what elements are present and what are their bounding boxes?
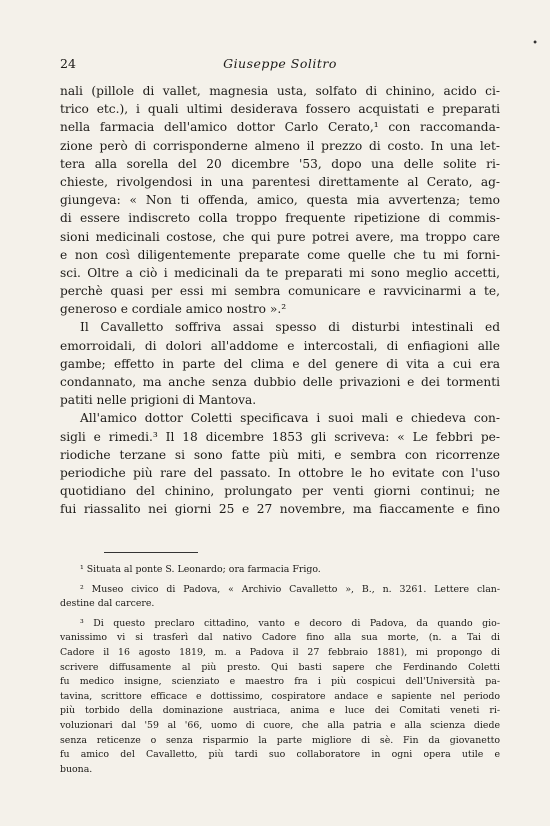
text-line: sioni medicinali costose, che qui pure potrei avere, ma troppo care (60, 229, 500, 244)
text-line: periodiche più rare del passato. In ottobre le ho evitate con l'uso (60, 465, 500, 480)
footnote-line: ¹ Situata al ponte S. Leonardo; ora farmacia Frigo. (80, 564, 321, 575)
text-line: condannato, ma anche senza dubbio delle privazioni e dei tormenti (60, 375, 500, 389)
footnote-line: fu medico insigne, scienziato e maestro fra i più cospicui dell'Università pa- (60, 676, 500, 688)
text-line: All'amico dottor Coletti specificava i suoi mali e chiedeva con- (80, 411, 500, 426)
footnote-line: Cadore il 16 agosto 1819, m. a Padova il 27 febbraio 1881), mi propongo di (60, 646, 500, 658)
footnote-line: destine dal carcere. (60, 598, 155, 610)
text-line: sigli e rimedi.³ Il 18 dicembre 1853 gli scriveva: « Le febbri pe- (60, 429, 500, 444)
text-line: di essere indiscreto colla troppo frequente ripetizione di commis- (60, 211, 500, 226)
text-line: giungeva: « Non ti offenda, amico, questa mia avvertenza; temo (60, 193, 500, 208)
running-header (60, 56, 500, 74)
text-line: tera alla sorella del 20 dicembre '53, dopo una delle solite ri- (60, 156, 500, 171)
main-text (60, 82, 500, 519)
text-line: chieste, rivolgendosi in una parentesi direttamente al Cerato, ag- (60, 174, 500, 189)
text-line: trico etc.), i quali ultimi desiderava fossero acquistati e preparati (60, 102, 500, 117)
footnotes (60, 563, 500, 777)
text-line: perchè quasi per essi mi sembra comunicare e ravvicinarmi a te, (60, 284, 500, 299)
text-line: zione però di corrisponderne almeno il prezzo di costo. In una let- (60, 138, 500, 153)
page-number: 24 (60, 56, 76, 71)
footnote-line: tavina, scrittore efficace e dottissimo, cospiratore andace e sapiente nel periodo (60, 690, 500, 702)
footnote-line: fu amico del Cavalletto, più tardi suo collaboratore in ogni opera utile e (60, 749, 500, 761)
footnote-line: voluzionari dal '59 al '66, uomo di cuore, che alla patria e alla scienza diede (60, 719, 500, 731)
text-line: fui riassalito nei giorni 25 e 27 novembre, ma fiaccamente e fino (60, 502, 500, 517)
text-line: riodiche terzane si sono fatte più miti, e sembra con ricorrenze (60, 447, 500, 462)
page-corner-mark: • (532, 38, 538, 49)
text-line: Il Cavalletto soffriva assai spesso di disturbi intestinali ed (80, 320, 500, 335)
footnote-line: ² Museo civico di Padova, « Archivio Cavalletto », B., n. 3261. Lettere clan- (80, 583, 500, 595)
running-title: Giuseppe Solitro (223, 56, 337, 71)
text-line: generoso e cordiale amico nostro ».² (60, 302, 287, 317)
footnote-line: scrivere diffusamente al più presto. Qui basti sapere che Ferdinando Coletti (60, 661, 500, 673)
text-line: sci. Oltre a ciò i medicinali da te preparati mi sono meglio accetti, (60, 265, 500, 280)
text-line: gambe; effetto in parte del clima e del genere di vita a cui era (60, 356, 500, 371)
footnote-line: vanissimo vi si trasferì dal nativo Cadore fino alla sua morte, (n. a Tai di (60, 632, 500, 644)
footnote-line: senza reticenze o senza risparmio la parte migliore di sè. Fin da giovanetto (60, 734, 500, 746)
text-line: quotidiano del chinino, prolungato per venti giorni continui; ne (60, 484, 500, 499)
text-line: patiti nelle prigioni di Mantova. (60, 393, 257, 408)
text-line: e non così diligentemente preparate come quelle che tu mi forni- (60, 247, 500, 262)
footnote-separator (104, 552, 198, 553)
text-line: nella farmacia dell'amico dottor Carlo Cerato,¹ con raccomanda- (60, 120, 500, 135)
footnote-line: ³ Di questo preclaro cittadino, vanto e decoro di Padova, da quando gio- (80, 617, 500, 629)
text-line: nali (pillole di vallet, magnesia usta, solfato di chinino, acido ci- (60, 84, 500, 98)
footnote-line: buona. (60, 763, 93, 775)
text-line: emorroidali, di dolori all'addome e intercostali, di enfiagioni alle (60, 338, 500, 353)
footnote-line: più torbido della dominazione austriaca, anima e luce dei Comitati veneti ri- (60, 705, 500, 717)
